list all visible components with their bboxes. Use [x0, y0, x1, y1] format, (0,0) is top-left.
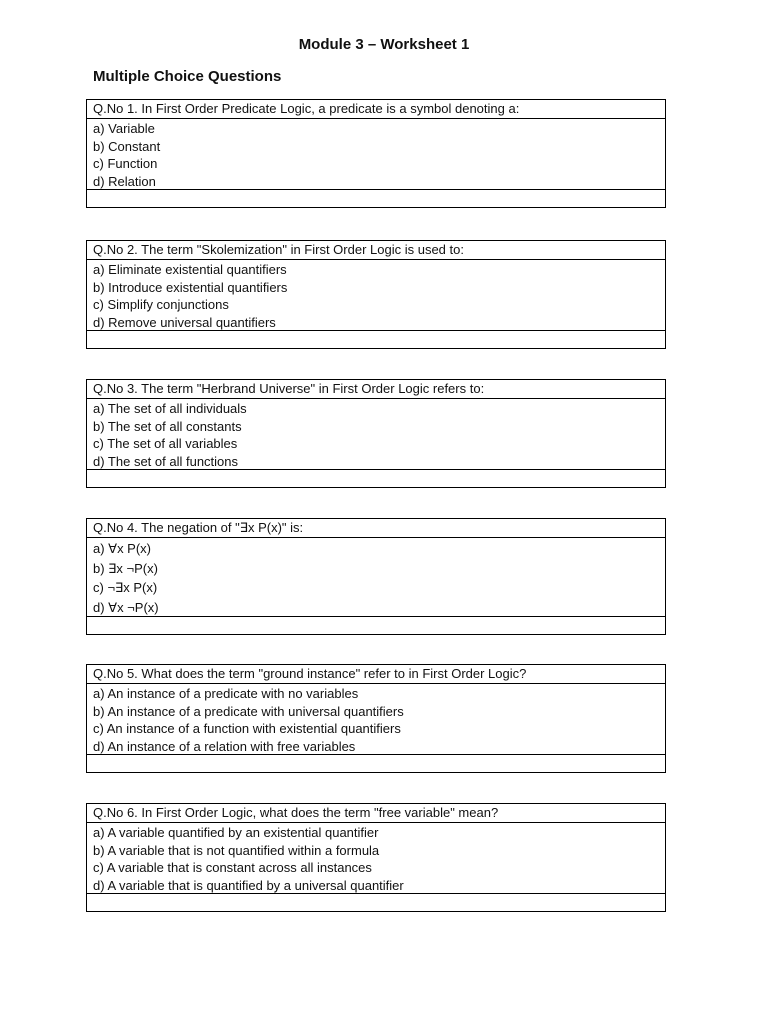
- question-box-2: [86, 240, 666, 349]
- question-text: Q.No 6. In First Order Logic, what does the term "free variable" mean?: [87, 804, 665, 823]
- option-b: b) An instance of a predicate with universal quantifiers: [93, 703, 404, 719]
- section-title: Multiple Choice Questions: [93, 68, 282, 85]
- option-b: b) Introduce existential quantifiers: [93, 279, 288, 295]
- option-a: a) Variable: [93, 121, 155, 136]
- option-b: b) ∃x ¬P(x): [93, 560, 158, 576]
- option-b: b) Constant: [93, 138, 161, 154]
- question-text: Q.No 4. The negation of "∃x P(x)" is:: [87, 519, 665, 538]
- option-b: b) A variable that is not quantified within a formula: [93, 842, 380, 858]
- answer-field[interactable]: [87, 190, 665, 207]
- answer-field[interactable]: [87, 331, 665, 348]
- option-a: a) A variable quantified by an existential quantifier: [93, 825, 379, 840]
- question-box-1: [86, 99, 666, 208]
- answer-field[interactable]: [87, 617, 665, 634]
- option-d: d) A variable that is quantified by a universal quantifier: [93, 877, 404, 893]
- options-list: [87, 684, 665, 755]
- option-c: c) ¬∃x P(x): [93, 580, 158, 595]
- option-d: d) Relation: [93, 173, 156, 189]
- answer-field[interactable]: [87, 470, 665, 487]
- option-a: a) The set of all individuals: [93, 401, 247, 416]
- option-b: b) The set of all constants: [93, 418, 242, 434]
- option-c: c) The set of all variables: [93, 436, 238, 451]
- options-list: [87, 119, 665, 190]
- option-c: c) Function: [93, 156, 158, 171]
- option-a: a) Eliminate existential quantifiers: [93, 262, 287, 277]
- option-a: a) ∀x P(x): [93, 541, 152, 556]
- option-c: c) An instance of a function with existential quantifiers: [93, 721, 401, 736]
- question-text: Q.No 2. The term "Skolemization" in First Order Logic is used to:: [87, 241, 665, 260]
- document-title: Module 3 – Worksheet 1: [298, 36, 470, 53]
- option-a: a) An instance of a predicate with no variables: [93, 686, 359, 701]
- question-text: Q.No 1. In First Order Predicate Logic, a predicate is a symbol denoting a:: [87, 100, 665, 119]
- option-d: d) ∀x ¬P(x): [93, 599, 159, 615]
- options-list: [87, 260, 665, 331]
- answer-field[interactable]: [87, 894, 665, 911]
- question-text: Q.No 5. What does the term "ground instance" refer to in First Order Logic?: [87, 665, 665, 684]
- question-box-3: [86, 379, 666, 488]
- option-c: c) A variable that is constant across all instances: [93, 860, 372, 875]
- options-list: [87, 538, 665, 617]
- answer-field[interactable]: [87, 755, 665, 772]
- option-d: d) The set of all functions: [93, 453, 239, 469]
- question-box-6: [86, 803, 666, 912]
- option-d: d) An instance of a relation with free variables: [93, 738, 356, 754]
- question-text: Q.No 3. The term "Herbrand Universe" in First Order Logic refers to:: [87, 380, 665, 399]
- question-box-4: [86, 518, 666, 635]
- options-list: [87, 399, 665, 470]
- question-box-5: [86, 664, 666, 773]
- options-list: [87, 823, 665, 894]
- option-d: d) Remove universal quantifiers: [93, 314, 276, 330]
- option-c: c) Simplify conjunctions: [93, 297, 229, 312]
